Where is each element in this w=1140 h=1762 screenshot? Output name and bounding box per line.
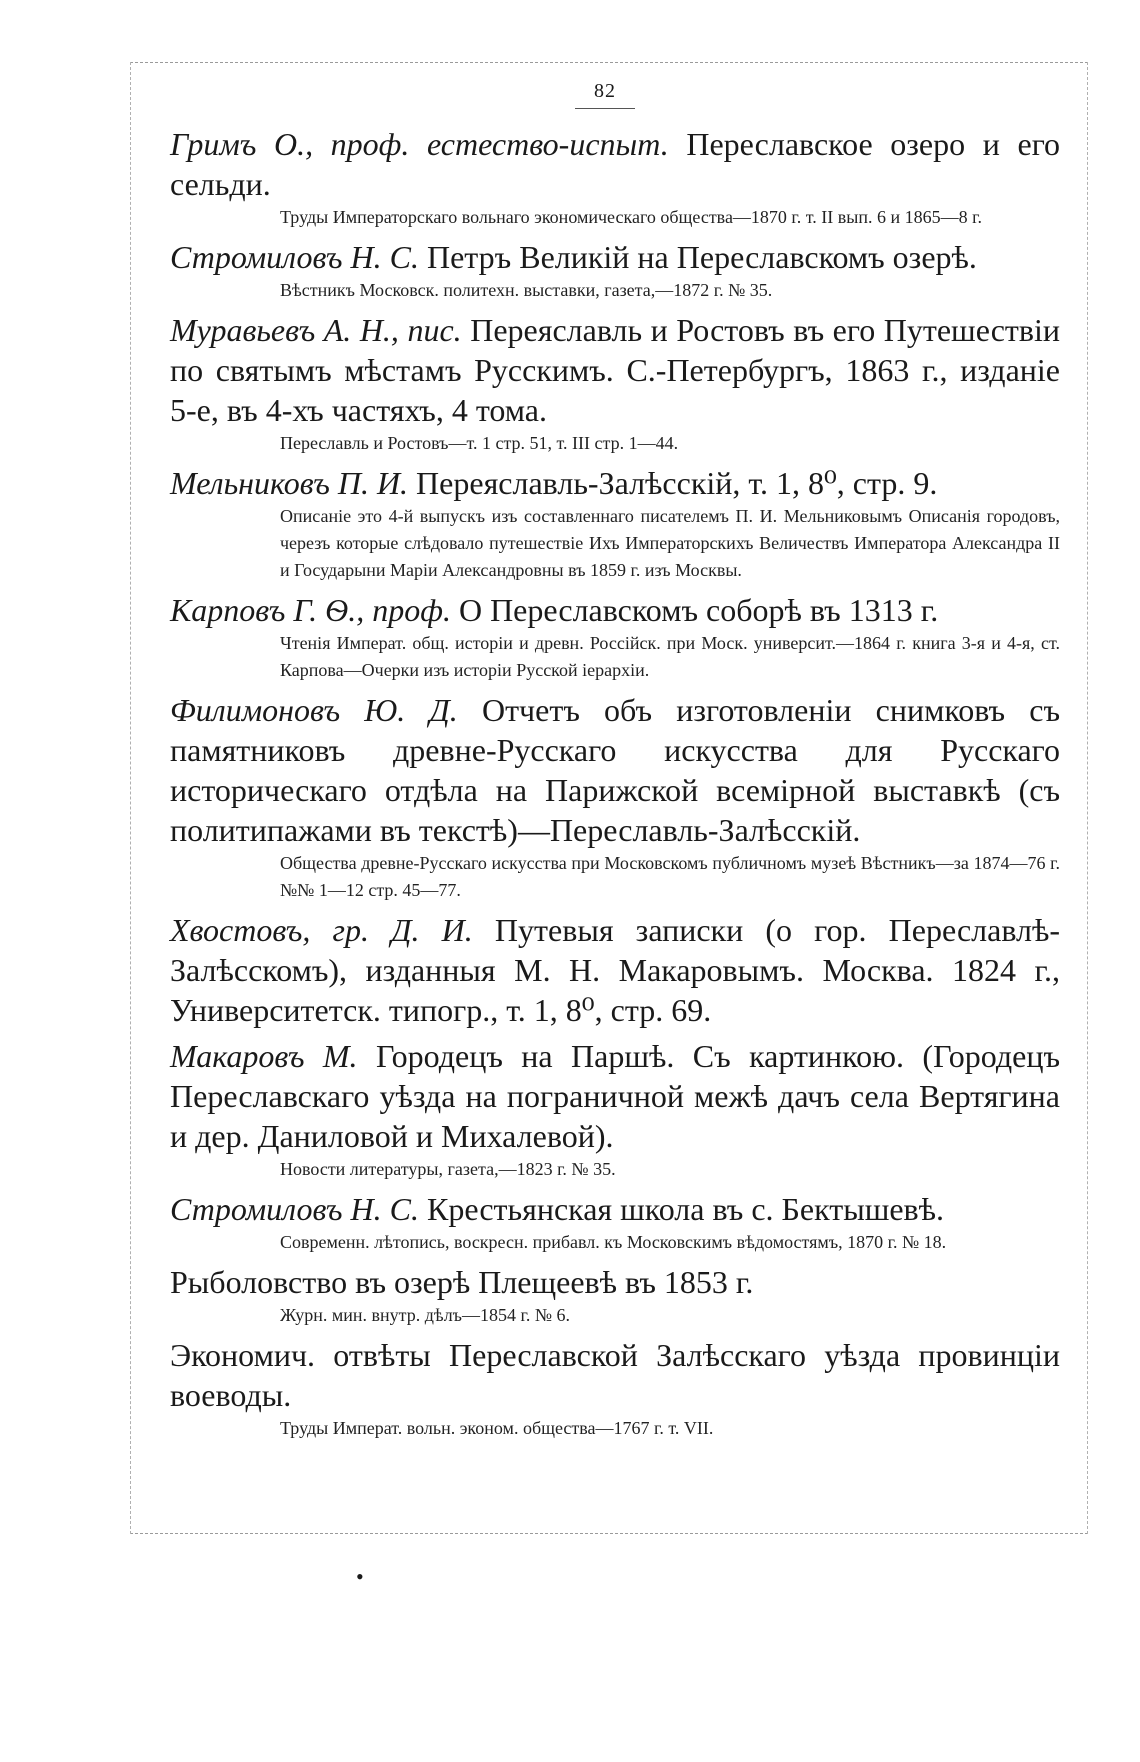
entry-heading (170, 1335, 1060, 1415)
entry-heading (170, 910, 1060, 1030)
entry-heading (170, 1036, 1060, 1156)
bibliography-entry (170, 1189, 1060, 1256)
entry-title: О Переславскомъ соборѣ въ 1313 г. (458, 592, 939, 628)
entry-source: Современн. лѣтопись, воскресн. прибавл. къ Московскимъ вѣдомостямъ, 1870 г. № 18. (280, 1232, 947, 1252)
entry-heading (170, 237, 1060, 277)
entry-source: Труды Императ. вольн. эконом. общества—1767 г. т. VII. (280, 1418, 714, 1438)
entry-heading (170, 690, 1060, 850)
entry-author: Муравьевъ А. Н., пис. (170, 312, 462, 348)
entry-title: Крестьянская школа въ с. Бектышевѣ. (426, 1191, 945, 1227)
entry-title: Рыболовство въ озерѣ Плещеевѣ въ 1853 г. (170, 1264, 754, 1300)
entry-author: Хвостовъ, гр. Д. И. (170, 912, 473, 948)
entry-author: Карповъ Г. Ѳ., проф. (170, 592, 451, 628)
bibliography-list (170, 124, 1060, 1442)
entry-author: Стромиловъ Н. С. (170, 1191, 419, 1227)
entry-heading (170, 1262, 1060, 1302)
bibliography-entry (170, 124, 1060, 231)
entry-author: Филимоновъ Ю. Д. (170, 692, 458, 728)
bibliography-entry (170, 1335, 1060, 1442)
entry-source: Журн. мин. внутр. дѣлъ—1854 г. № 6. (280, 1305, 571, 1325)
entry-heading (170, 590, 1060, 630)
entry-heading (170, 310, 1060, 430)
entry-title: Петръ Великій на Переславскомъ озерѣ. (426, 239, 977, 275)
entry-author: Гримъ О., проф. естество-испыт. (170, 126, 669, 162)
entry-source: Чтенія Императ. общ. исторіи и древн. Россійск. при Моск. университ.—1864 г. книга 3-я и 4-я, ст. Карпова—Очерки изъ исторіи Русской іерархіи. (280, 633, 1060, 680)
bibliography-entry (170, 590, 1060, 684)
entry-source: Общества древне-Русскаго искусства при Московскомъ публичномъ музеѣ Вѣстникъ—за 1874—76 г. №№ 1—12 стр. 45—77. (280, 853, 1060, 900)
page-number: 82 (594, 80, 616, 102)
entry-title: Экономич. отвѣты Переславской Залѣсскаго уѣзда провинціи воеводы. (170, 1337, 1060, 1413)
bibliography-entry (170, 310, 1060, 457)
entry-heading (170, 463, 1060, 503)
entry-title: Переяславль-Залѣсскій, т. 1, 8⁰, стр. 9. (416, 465, 938, 501)
page-number-rule (575, 108, 635, 109)
bibliography-entry (170, 690, 1060, 904)
entry-title: Путевыя записки (о гор. Переславлѣ-Залѣсскомъ), изданныя М. Н. Макаровымъ. Москва. 1824 г., Университетск. типогр., т. 1, 8⁰, стр. 69. (170, 912, 1061, 1028)
entry-source: Вѣстникъ Московск. политехн. выставки, газета,—1872 г. № 35. (280, 280, 773, 300)
footer-mark: • (356, 1564, 364, 1589)
entry-author: Мельниковъ П. И. (170, 465, 409, 501)
entry-source: Описаніе это 4-й выпускъ изъ составленнаго писателемъ П. И. Мельниковымъ Описанія городовъ, черезъ которые слѣдовало путешествіе Ихъ Императорскихъ Величествъ Императора Александра II и Государыни Маріи Александровны въ 1859 г. изъ Москвы. (280, 506, 1060, 580)
entry-title: Переяславль и Ростовъ въ его Путешествіи по святымъ мѣстамъ Русскимъ. С.-Петербургъ, 1863 г., изданіе 5-е, въ 4-хъ частяхъ, 4 тома. (170, 312, 1060, 428)
entry-source: Труды Императорскаго вольнаго экономическаго общества—1870 г. т. II вып. 6 и 1865—8 г. (280, 207, 982, 227)
entry-author: Макаровъ М. (170, 1038, 358, 1074)
bibliography-entry (170, 910, 1060, 1030)
entry-title: Переславское озеро и его сельди. (170, 126, 1061, 202)
entry-title: Городецъ на Паршѣ. Съ картинкою. (Городецъ Переславскаго уѣзда на пограничной межѣ дачъ села Вертягина и дер. Даниловой и Михалевой). (170, 1038, 1061, 1154)
entry-source: Переславль и Ростовъ—т. 1 стр. 51, т. III стр. 1—44. (280, 433, 679, 453)
entry-title: Отчетъ объ изготовленіи снимковъ съ памятниковъ древне-Русскаго искусства для Русскаго историческаго отдѣла на Парижской всемірной выставкѣ (съ политипажами въ текстѣ)—Переславль-Залѣсскій. (170, 692, 1061, 848)
entry-heading (170, 124, 1060, 204)
entry-source: Новости литературы, газета,—1823 г. № 35. (280, 1159, 616, 1179)
entry-heading (170, 1189, 1060, 1229)
entry-author: Стромиловъ Н. С. (170, 239, 419, 275)
bibliography-entry (170, 237, 1060, 304)
bibliography-entry (170, 463, 1060, 584)
bibliography-entry (170, 1036, 1060, 1183)
bibliography-entry (170, 1262, 1060, 1329)
